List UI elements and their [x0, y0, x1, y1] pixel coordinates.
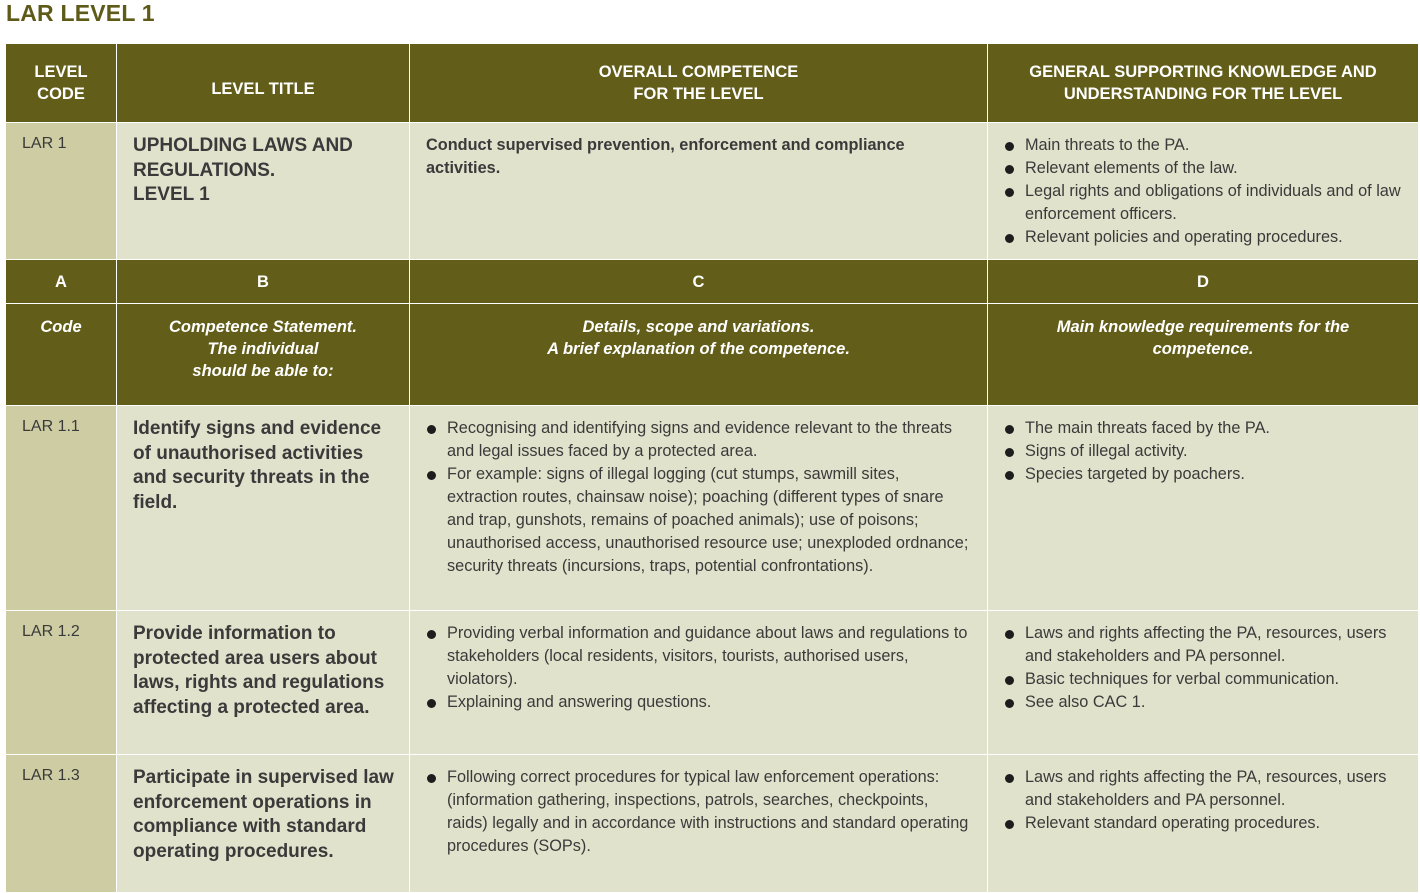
list-item: Relevant standard operating procedures. — [1004, 812, 1404, 835]
level-title: UPHOLDING LAWS AND REGULATIONS. LEVEL 1 — [117, 123, 410, 260]
subheader-statement: Competence Statement. The individual should be able to: — [117, 304, 410, 406]
row-code: LAR 1.1 — [6, 406, 117, 611]
header-overall-competence: OVERALL COMPETENCE FOR THE LEVEL — [410, 44, 988, 123]
table-row — [6, 755, 1419, 893]
row-knowledge — [988, 755, 1419, 893]
row-code: LAR 1.3 — [6, 755, 117, 893]
subheader-details: Details, scope and variations. A brief explanation of the competence. — [410, 304, 988, 406]
letters-row — [6, 260, 1419, 304]
list-item: Relevant policies and operating procedures. — [1004, 226, 1404, 249]
list-item: Main threats to the PA. — [1004, 134, 1404, 157]
letter-b: B — [117, 260, 410, 304]
header-level-title: LEVEL TITLE — [117, 44, 410, 123]
level-knowledge — [988, 123, 1419, 260]
row-knowledge — [988, 611, 1419, 755]
subheader-knowledge: Main knowledge requirements for the competence. — [988, 304, 1419, 406]
table-row — [6, 611, 1419, 755]
list-item: Providing verbal information and guidance about laws and regulations to stakeholders (local residents, visitors, tourists, authorised users, violators). — [426, 622, 973, 691]
competence-table — [5, 43, 1419, 893]
row-statement: Provide information to protected area users about laws, rights and regulations affecting a protected area. — [117, 611, 410, 755]
header-general-knowledge: GENERAL SUPPORTING KNOWLEDGE AND UNDERSTANDING FOR THE LEVEL — [988, 44, 1419, 123]
level-code: LAR 1 — [6, 123, 117, 260]
list-item: The main threats faced by the PA. — [1004, 417, 1404, 440]
letter-d: D — [988, 260, 1419, 304]
list-item: Explaining and answering questions. — [426, 691, 973, 714]
letter-a: A — [6, 260, 117, 304]
page-title: LAR LEVEL 1 — [6, 0, 155, 26]
list-item: Species targeted by poachers. — [1004, 463, 1404, 486]
letter-c: C — [410, 260, 988, 304]
subheader-code: Code — [6, 304, 117, 406]
list-item: Relevant elements of the law. — [1004, 157, 1404, 180]
list-item: Recognising and identifying signs and evidence relevant to the threats and legal issues faced by a protected area. — [426, 417, 973, 463]
list-item: Laws and rights affecting the PA, resources, users and stakeholders and PA personnel. — [1004, 766, 1404, 812]
table-row — [6, 406, 1419, 611]
row-code: LAR 1.2 — [6, 611, 117, 755]
row-knowledge — [988, 406, 1419, 611]
level-row — [6, 123, 1419, 260]
row-details — [410, 611, 988, 755]
subheader-row — [6, 304, 1419, 406]
list-item: Laws and rights affecting the PA, resources, users and stakeholders and PA personnel. — [1004, 622, 1404, 668]
header-row — [6, 44, 1419, 123]
list-item: Signs of illegal activity. — [1004, 440, 1404, 463]
level-competence: Conduct supervised prevention, enforcement and compliance activities. — [410, 123, 988, 260]
header-level-code: LEVEL CODE — [6, 44, 117, 123]
row-details — [410, 755, 988, 893]
row-details — [410, 406, 988, 611]
list-item: For example: signs of illegal logging (cut stumps, sawmill sites, extraction routes, chainsaw noise); poaching (different types of snare and trap, gunshots, remains of poached animals); use of poisons; unauthorised access, unauthorised resource use; unexploded ordnance; security threats (incursions, traps, potential confrontations). — [426, 463, 973, 578]
list-item: Legal rights and obligations of individuals and of law enforcement officers. — [1004, 180, 1404, 226]
row-statement: Participate in supervised law enforcement operations in compliance with standard operating procedures. — [117, 755, 410, 893]
list-item: See also CAC 1. — [1004, 691, 1404, 714]
list-item: Basic techniques for verbal communication. — [1004, 668, 1404, 691]
row-statement: Identify signs and evidence of unauthorised activities and security threats in the field. — [117, 406, 410, 611]
list-item: Following correct procedures for typical law enforcement operations: (information gathering, inspections, patrols, searches, checkpoints, raids) legally and in accordance with instructions and standard operating procedures (SOPs). — [426, 766, 973, 858]
